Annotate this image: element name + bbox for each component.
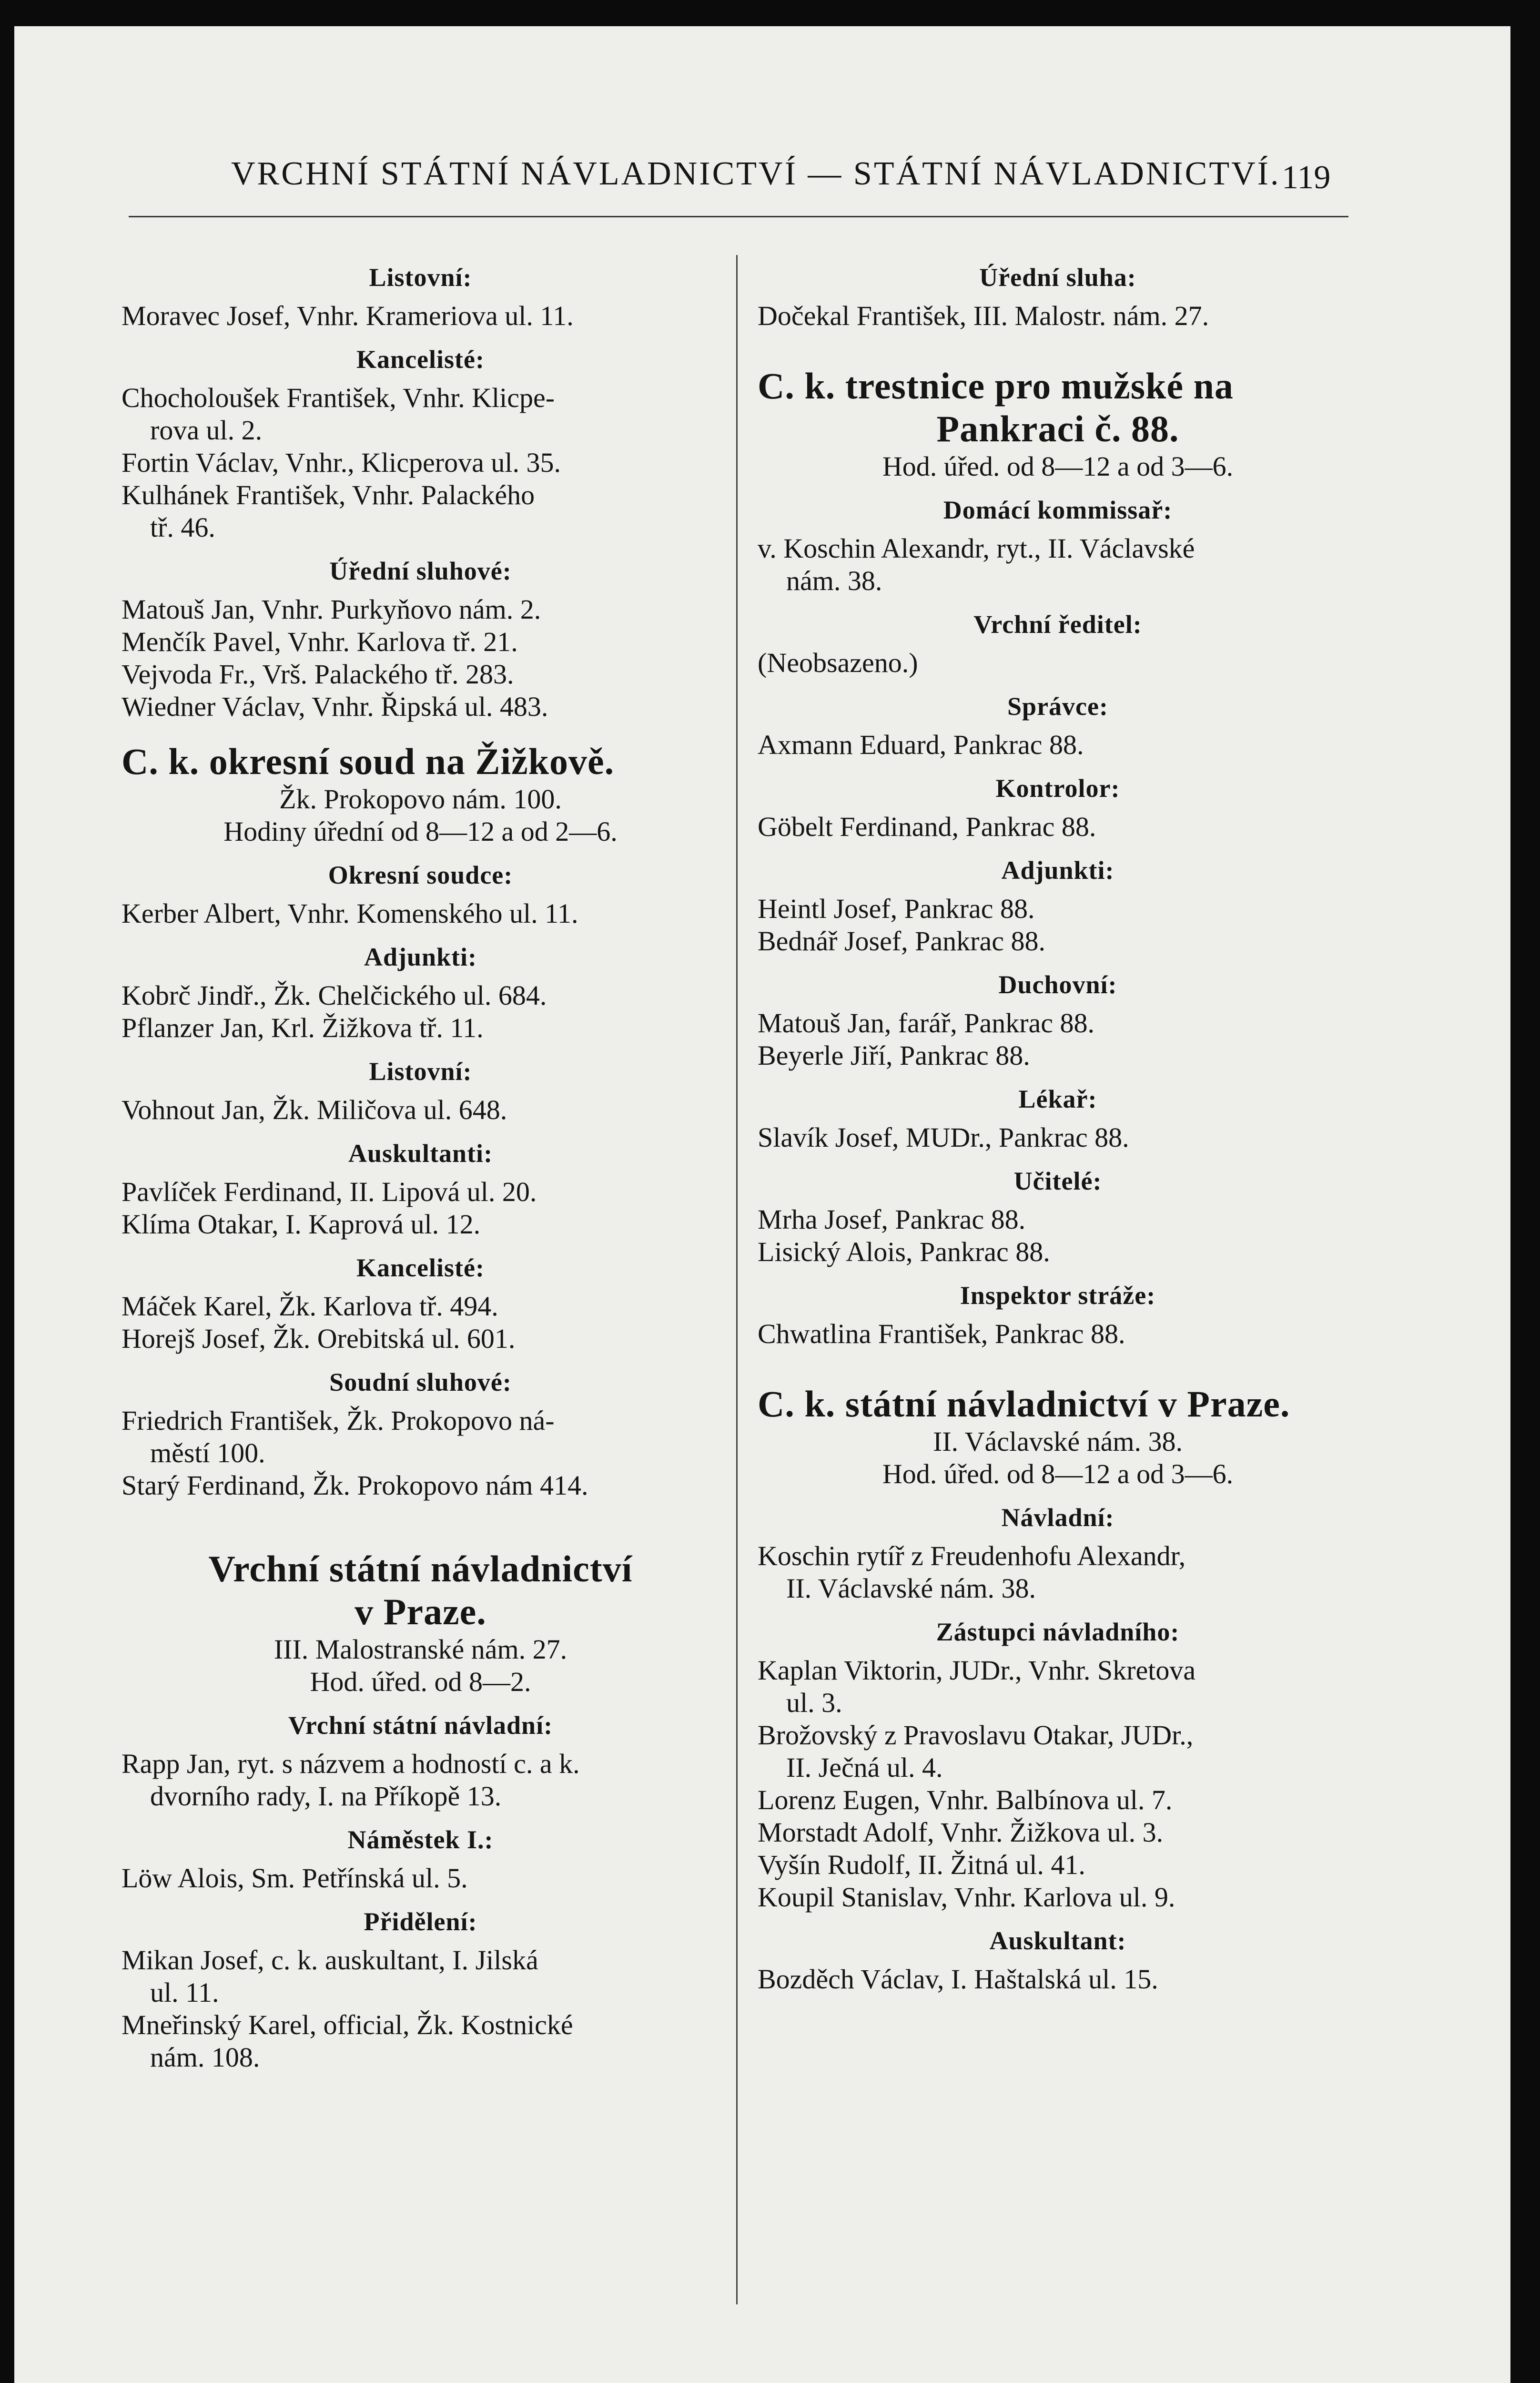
- running-title: VRCHNÍ STÁTNÍ NÁVLADNICTVÍ — STÁTNÍ NÁVLADNICTVÍ.: [231, 155, 1281, 192]
- entry-line: Beyerle Jiří, Pankrac 88.: [758, 1040, 1030, 1071]
- office-hours: Hod. úřed. od 8—12 a od 3—6.: [882, 1458, 1234, 1489]
- entry-line: II. Václavské nám. 38.: [786, 1573, 1036, 1604]
- entry-line: Kulhánek František, Vnhr. Palackého: [122, 479, 535, 510]
- entry-line: Mrha Josef, Pankrac 88.: [758, 1204, 1026, 1235]
- section-heading: Soudní sluhové:: [329, 1368, 512, 1396]
- entry-line: Matouš Jan, Vnhr. Purkyňovo nám. 2.: [122, 594, 541, 625]
- institution-address: Žk. Prokopovo nám. 100.: [279, 784, 562, 815]
- entry-line: nám. 38.: [786, 565, 882, 596]
- section-heading: Listovní:: [369, 1057, 472, 1086]
- section-heading: Kontrolor:: [995, 774, 1120, 803]
- section-heading: Adjunkti:: [1001, 856, 1114, 885]
- entry-line: Morstadt Adolf, Vnhr. Žižkova ul. 3.: [758, 1817, 1164, 1848]
- office-hours: Hod. úřed. od 8—12 a od 3—6.: [882, 451, 1234, 482]
- entry-line: Chocholoušek František, Vnhr. Klicpe-: [122, 382, 555, 413]
- entry-line: Kobrč Jindř., Žk. Chelčického ul. 684.: [122, 980, 547, 1011]
- entry-line: Matouš Jan, farář, Pankrac 88.: [758, 1008, 1095, 1039]
- left-column: [122, 250, 719, 2074]
- entry-line: Horejš Josef, Žk. Orebitská ul. 601.: [122, 1323, 516, 1354]
- section-heading: Přidělení:: [364, 1907, 477, 1936]
- institution-title: C. k. státní návladnictví v Praze.: [758, 1383, 1290, 1425]
- entry-line: Bozděch Václav, I. Haštalská ul. 15.: [758, 1964, 1158, 1995]
- right-column: [758, 250, 1358, 1996]
- entry-line: Lisický Alois, Pankrac 88.: [758, 1236, 1050, 1267]
- institution-address: III. Malostranské nám. 27.: [274, 1634, 567, 1665]
- entry-line: Vyšín Rudolf, II. Žitná ul. 41.: [758, 1849, 1085, 1880]
- entry-line: Mikan Josef, c. k. auskultant, I. Jilská: [122, 1945, 538, 1976]
- section-heading: Úřední sluha:: [979, 263, 1136, 292]
- institution-title: C. k. okresní soud na Žižkově.: [122, 741, 615, 782]
- page-number: 119: [1282, 159, 1331, 196]
- page: [14, 26, 1510, 2383]
- section-heading: Zástupci návladního:: [936, 1618, 1180, 1646]
- section-heading: Okresní soudce:: [328, 861, 513, 889]
- entry-line: ul. 11.: [150, 1977, 219, 2008]
- entry-line: Mneřinský Karel, official, Žk. Kostnické: [122, 2009, 573, 2040]
- section-heading: Vrchní státní návladní:: [288, 1711, 553, 1740]
- institution-title: C. k. trestnice pro mužské na: [758, 365, 1234, 407]
- column-divider: [736, 255, 738, 2304]
- section-heading: Náměstek I.:: [347, 1825, 494, 1854]
- office-hours: Hod. úřed. od 8—2.: [310, 1666, 531, 1697]
- entry-line: Dočekal František, III. Malostr. nám. 27.: [758, 300, 1209, 331]
- entry-line: městí 100.: [150, 1437, 265, 1468]
- section-heading: Lékař:: [1018, 1085, 1097, 1113]
- entry-line: (Neobsazeno.): [758, 647, 918, 678]
- entry-line: Lorenz Eugen, Vnhr. Balbínova ul. 7.: [758, 1784, 1173, 1815]
- entry-line: Pflanzer Jan, Krl. Žižkova tř. 11.: [122, 1012, 484, 1043]
- section-heading: Inspektor stráže:: [960, 1281, 1156, 1310]
- section-heading: Domácí kommissař:: [943, 496, 1173, 524]
- section-heading: Auskultanti:: [348, 1139, 493, 1168]
- section-heading: Učitelé:: [1013, 1167, 1102, 1195]
- section-heading: Kancelisté:: [356, 1253, 485, 1282]
- section-heading: Správce:: [1007, 692, 1108, 721]
- section-heading: Úřední sluhové:: [329, 557, 512, 585]
- entry-line: Brožovský z Pravoslavu Otakar, JUDr.,: [758, 1720, 1194, 1751]
- section-heading: Vrchní ředitel:: [973, 610, 1142, 639]
- entry-line: Vejvoda Fr., Vrš. Palackého tř. 283.: [122, 659, 514, 690]
- section-heading: Duchovní:: [998, 970, 1117, 999]
- entry-line: Göbelt Ferdinand, Pankrac 88.: [758, 811, 1096, 842]
- entry-line: Máček Karel, Žk. Karlova tř. 494.: [122, 1291, 498, 1322]
- entry-line: dvorního rady, I. na Příkopě 13.: [150, 1781, 502, 1812]
- entry-line: ul. 3.: [786, 1687, 842, 1718]
- entry-line: Kerber Albert, Vnhr. Komenského ul. 11.: [122, 898, 578, 929]
- entry-line: Koschin rytíř z Freudenhofu Alexandr,: [758, 1540, 1186, 1571]
- entry-line: Chwatlina František, Pankrac 88.: [758, 1318, 1125, 1349]
- institution-title: v Praze.: [355, 1591, 486, 1632]
- section-heading: Listovní:: [369, 263, 472, 292]
- entry-line: Rapp Jan, ryt. s názvem a hodností c. a k.: [122, 1748, 580, 1779]
- entry-line: Kaplan Viktorin, JUDr., Vnhr. Skretova: [758, 1655, 1196, 1686]
- entry-line: Fortin Václav, Vnhr., Klicperova ul. 35.: [122, 447, 561, 478]
- entry-line: Friedrich František, Žk. Prokopovo ná-: [122, 1405, 555, 1436]
- entry-line: Vohnout Jan, Žk. Miličova ul. 648.: [122, 1094, 507, 1125]
- institution-title: Pankraci č. 88.: [936, 408, 1179, 449]
- institution-title: Vrchní státní návladnictví: [208, 1548, 633, 1589]
- entry-line: Starý Ferdinand, Žk. Prokopovo nám 414.: [122, 1470, 588, 1501]
- section-heading: Kancelisté:: [356, 345, 485, 374]
- section-heading: Návladní:: [1001, 1503, 1114, 1532]
- entry-line: rova ul. 2.: [150, 415, 263, 446]
- header-rule: [129, 216, 1348, 217]
- entry-line: Heintl Josef, Pankrac 88.: [758, 893, 1035, 924]
- entry-line: Pavlíček Ferdinand, II. Lipová ul. 20.: [122, 1176, 537, 1207]
- section-heading: Adjunkti:: [364, 943, 477, 971]
- office-hours: Hodiny úřední od 8—12 a od 2—6.: [223, 816, 618, 847]
- institution-address: II. Václavské nám. 38.: [933, 1426, 1183, 1457]
- entry-line: Moravec Josef, Vnhr. Krameriova ul. 11.: [122, 300, 574, 331]
- running-header: [14, 155, 1510, 207]
- entry-line: Slavík Josef, MUDr., Pankrac 88.: [758, 1122, 1129, 1153]
- entry-line: Klíma Otakar, I. Kaprová ul. 12.: [122, 1209, 481, 1240]
- entry-line: Wiedner Václav, Vnhr. Řipská ul. 483.: [122, 691, 548, 722]
- entry-line: v. Koschin Alexandr, ryt., II. Václavské: [758, 533, 1195, 564]
- entry-line: nám. 108.: [150, 2042, 260, 2073]
- entry-line: Bednář Josef, Pankrac 88.: [758, 926, 1045, 957]
- entry-line: Löw Alois, Sm. Petřínská ul. 5.: [122, 1863, 468, 1894]
- entry-line: Koupil Stanislav, Vnhr. Karlova ul. 9.: [758, 1882, 1175, 1913]
- entry-line: II. Ječná ul. 4.: [786, 1752, 943, 1783]
- entry-line: tř. 46.: [150, 512, 215, 543]
- section-heading: Auskultant:: [989, 1926, 1126, 1955]
- entry-line: Axmann Eduard, Pankrac 88.: [758, 729, 1084, 760]
- entry-line: Menčík Pavel, Vnhr. Karlova tř. 21.: [122, 626, 518, 657]
